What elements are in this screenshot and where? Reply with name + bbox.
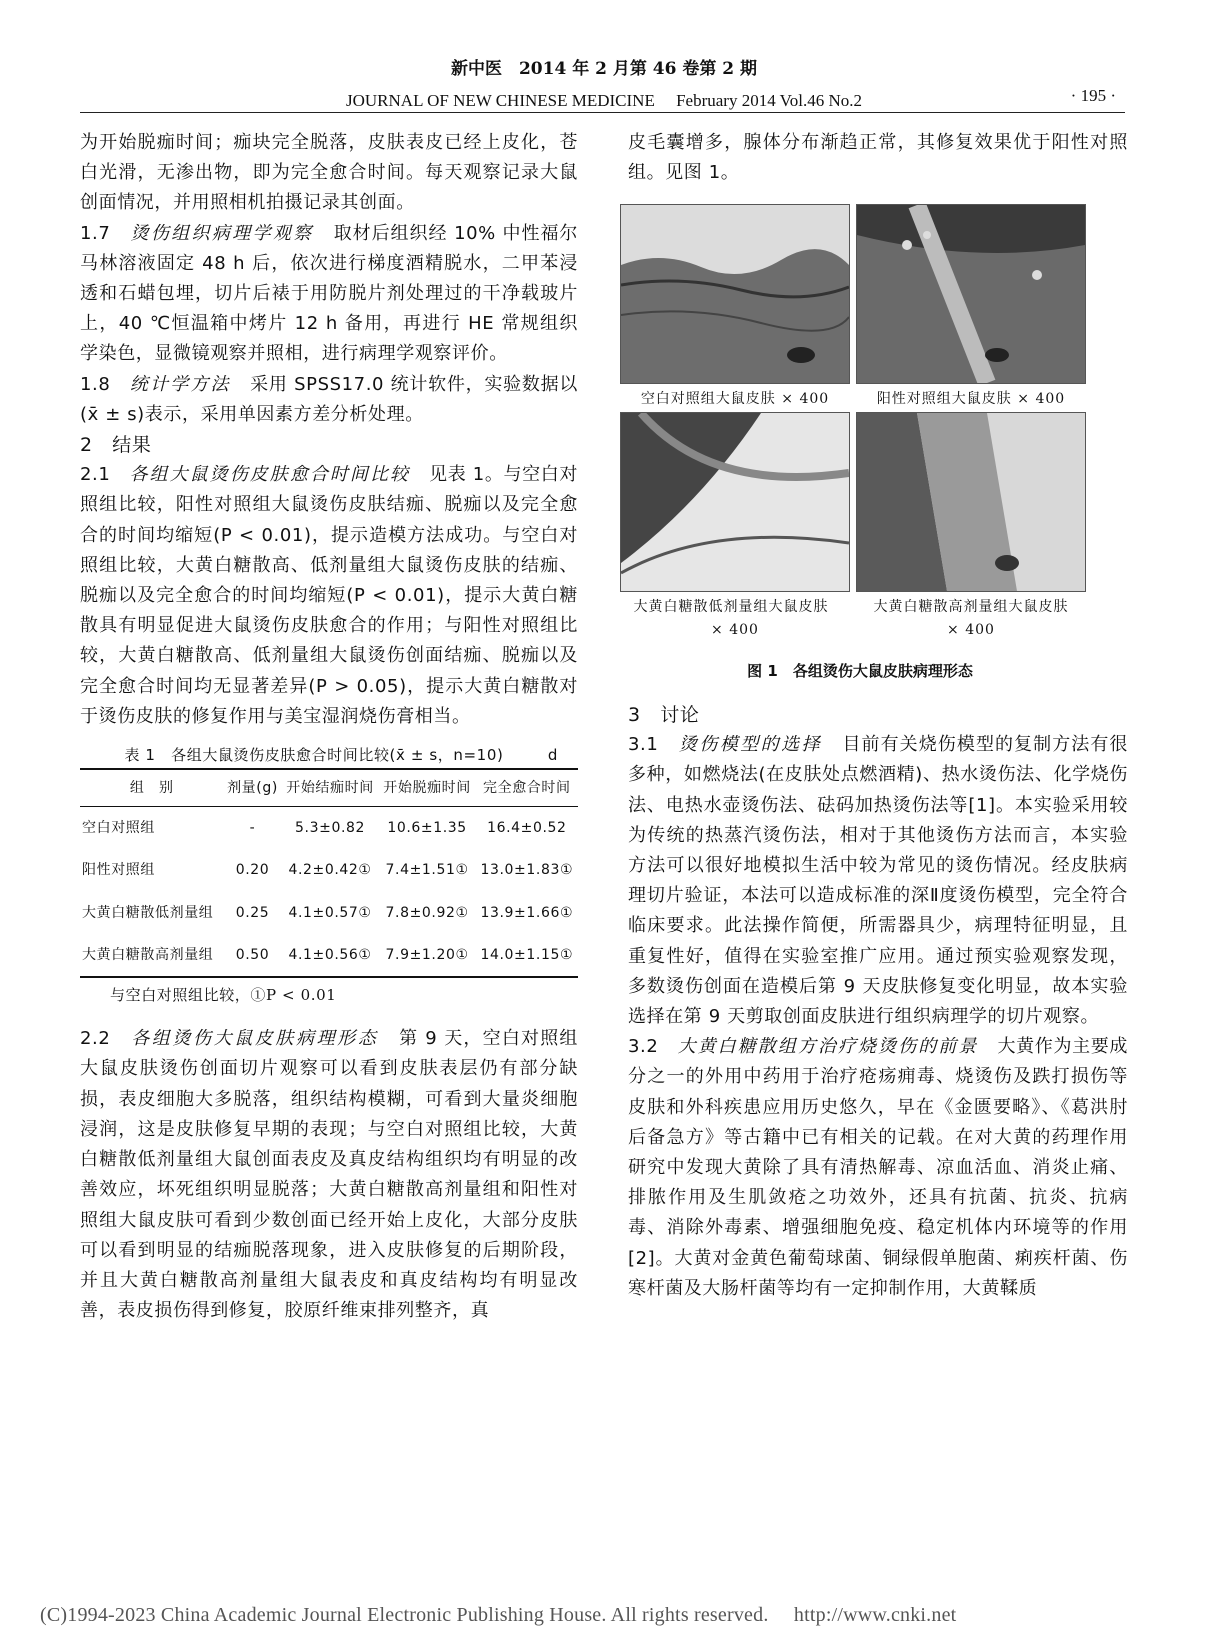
journal-header-cn: 新中医 2014 年 2 月第 46 卷第 2 期 — [450, 59, 758, 79]
table-cell: 0.50 — [223, 934, 281, 977]
micrograph-image — [621, 413, 849, 591]
table-cell: 7.4±1.51① — [385, 862, 469, 879]
copyright-footer: (C)1994-2023 China Academic Journal Electronic Publishing House. All rights reserved. http://www.cnki.net — [40, 1604, 957, 1626]
section-number: 1.8 — [80, 373, 111, 395]
paragraph: 为开始脱痂时间；痂块完全脱落，皮肤表皮已经上皮化，苍白光滑，无渗出物，即为完全愈合时间。每天观察记录大鼠创面情况，并用照相机拍摄记录其创面。 — [80, 132, 578, 214]
micrograph-image — [857, 205, 1085, 383]
section-1-7 — [80, 219, 578, 370]
figure-caption: 图 1 各组烫伤大鼠皮肤病理形态 — [747, 662, 973, 680]
section-number: 2.2 — [80, 1028, 111, 1050]
table-cell: 13.9±1.66① — [480, 904, 574, 921]
histology-image-low-dose — [620, 412, 850, 592]
table-cell: 13.0±1.83① — [480, 862, 574, 879]
section-2-heading: 2 结果 — [80, 434, 152, 457]
table-unit: d — [547, 746, 558, 765]
section-2-2 — [80, 1024, 578, 1326]
section-1-8 — [80, 370, 578, 430]
figure-1 — [620, 200, 1100, 690]
section-number: 3.2 — [628, 1036, 659, 1058]
right-column-bottom — [628, 700, 1128, 1304]
section-title: 各组大鼠烫伤皮肤愈合时间比较 — [129, 464, 411, 486]
table-cell: - — [249, 820, 256, 837]
section-2-1 — [80, 460, 578, 732]
col-header: 剂量(g) — [223, 769, 281, 807]
table-title: 表 1 各组大鼠烫伤皮肤愈合时间比较(x̄ ± s，n=10) — [124, 746, 504, 765]
col-header: 开始结痂时间 — [282, 769, 379, 807]
header-rule — [80, 112, 1125, 113]
section-number: 1.7 — [80, 222, 111, 244]
col-header: 完全愈合时间 — [476, 769, 578, 807]
histology-image-blank — [620, 204, 850, 384]
section-text: 采用 SPSS17.0 统计软件，实验数据以(x̄ ± s)表示，采用单因素方差分析处理。 — [80, 373, 579, 425]
table-cell: 7.8±0.92① — [385, 904, 469, 921]
section-3-heading: 3 讨论 — [628, 704, 700, 726]
figure-panel-caption: 大黄白糖散高剂量组大鼠皮肤 — [873, 599, 1069, 615]
histology-image-positive — [856, 204, 1086, 384]
table-cell: 0.20 — [235, 862, 270, 879]
table-row — [80, 934, 578, 977]
histology-image-high-dose — [856, 412, 1086, 592]
section-number: 2.1 — [80, 464, 111, 486]
section-3-1 — [628, 730, 1128, 1032]
section-title: 烫伤模型的选择 — [678, 734, 823, 756]
section-text: 见表 1。与空白对照组比较，阳性对照组大鼠烫伤皮肤结痂、脱痂以及完全愈合的时间均缩短(P < 0.01)，提示造模方法成功。与空白对照组比较，大黄白糖散高、低剂量组大鼠烫伤皮肤的结痂、脱痂以及完全愈合的时间均缩短(P < 0.01)，提示大黄白糖散具有明显促进大鼠烫伤皮肤愈合的作用；与阳性对照组比较，大黄白糖散高、低剂量组大鼠烫伤创面结痂、脱痂以及完全愈合时间均无显著差异(P > 0.05)，提示大黄白糖散对于烫伤皮肤的修复作用与美宝湿润烧伤膏相当。 — [80, 464, 578, 727]
table-cell: 阳性对照组 — [82, 862, 155, 879]
table-cell: 10.6±1.35 — [387, 820, 467, 837]
paragraph: 皮毛囊增多，腺体分布渐趋正常，其修复效果优于阳性对照组。见图 1。 — [628, 132, 1128, 184]
section-text: 第 9 天，空白对照组大鼠皮肤烫伤创面切片观察可以看到皮肤表层仍有部分缺损，表皮细胞大多脱落，组织结构模糊，可看到大量炎细胞浸润，这是皮肤修复早期的表现；与空白对照组比较，大黄白糖散低剂量组大鼠创面表皮及真皮结构组织均有明显的改善效应，坏死组织明显脱落；大黄白糖散高剂量组和阳性对照组大鼠皮肤可看到少数创面已经开始上皮化，大部分皮肤可以看到明显的结痂脱落现象，进入皮肤修复的后期阶段，并且大黄白糖散高剂量组大鼠表皮和真皮结构均有明显改善，表皮损伤得到修复，胶原纤维束排列整齐，真 — [80, 1028, 579, 1322]
col-header: 组 别 — [80, 769, 223, 807]
table-cell: 4.2±0.42① — [288, 862, 372, 879]
table-cell: 大黄白糖散低剂量组 — [82, 904, 214, 921]
micrograph-image — [621, 205, 849, 383]
table-cell: 4.1±0.56① — [282, 934, 379, 977]
table-cell: 7.9±1.20① — [379, 934, 476, 977]
table-row — [80, 807, 578, 850]
page-number: · 195 · — [1070, 86, 1116, 105]
section-text: 大黄作为主要成分之一的外用中药用于治疗疮疡痈毒、烧烫伤及跌打损伤等皮肤和外科疾患应用历史悠久，早在《金匮要略》、《葛洪肘后备急方》等古籍中已有相关的记载。在对大黄的药理作用研究中发现大黄除了具有清热解毒、凉血活血、消炎止痛、排脓作用及生肌敛疮之功效外，还具有抗菌、抗炎、抗病毒、消除外毒素、增强细胞免疫、稳定机体内环境等的作用[2]。大黄对金黄色葡萄球菌、铜绿假单胞菌、痢疾杆菌、伤寒杆菌及大肠杆菌等均有一定抑制作用，大黄鞣质 — [628, 1036, 1128, 1299]
table-cell: 0.25 — [235, 904, 270, 921]
section-3-2 — [628, 1032, 1128, 1304]
table-caption — [80, 742, 578, 768]
figure-panel-caption: 大黄白糖散低剂量组大鼠皮肤 — [633, 599, 829, 615]
figure-panel-caption: 空白对照组大鼠皮肤 × 400 — [640, 391, 830, 407]
section-title: 统计学方法 — [129, 373, 231, 395]
table-note: 与空白对照组比较，①P < 0.01 — [110, 986, 337, 1005]
results-table — [80, 768, 578, 978]
journal-header-en: JOURNAL OF NEW CHINESE MEDICINE February 2014 Vol.46 No.2 — [346, 91, 862, 110]
section-title: 烫伤组织病理学观察 — [130, 222, 314, 244]
left-column — [80, 128, 578, 1326]
table-row — [80, 849, 578, 891]
section-text: 目前有关烧伤模型的复制方法有很多种，如燃烧法(在皮肤处点燃酒精)、热水烫伤法、化学烧伤法、电热水壶烫伤法、砝码加热烫伤法等[1]。本实验采用较为传统的热蒸汽烫伤法，相对于其他烫伤方法而言，本实验方法可以很好地模拟生活中较为常见的烫伤情况。经皮肤病理切片验证，本法可以造成标准的深Ⅱ度烫伤模型，完全符合临床要求。此法操作简便，所需器具少，病理特征明显，且重复性好，值得在实验室推广应用。通过预实验观察发现，多数烫伤创面在造模后第 9 天皮肤修复变化明显，故本实验选择在第 9 天剪取创面皮肤进行组织病理学的切片观察。 — [628, 734, 1129, 1028]
table-row — [80, 892, 578, 934]
table-cell: 16.4±0.52 — [487, 820, 567, 837]
figure-panel-caption: × 400 — [711, 622, 759, 638]
table-cell: 空白对照组 — [82, 820, 155, 837]
section-text: 取材后组织经 10% 中性福尔马林溶液固定 48 h 后，依次进行梯度酒精脱水，二甲苯浸透和石蜡包埋，切片后裱于用防脱片剂处理过的干净载玻片上，40 ℃恒温箱中烤片 12 h 备用，再进行 HE 常规组织学染色，显微镜观察并照相，进行病理学观察评价。 — [80, 222, 579, 365]
table-cell: 大黄白糖散高剂量组 — [80, 934, 223, 977]
figure-panel-caption: × 400 — [947, 622, 995, 638]
section-title: 各组烫伤大鼠皮肤病理形态 — [131, 1028, 379, 1050]
table-cell: 5.3±0.82 — [295, 820, 366, 837]
table-header-row — [80, 769, 578, 807]
section-title: 大黄白糖散组方治疗烧烫伤的前景 — [677, 1036, 979, 1058]
micrograph-image — [857, 413, 1085, 591]
col-header: 开始脱痂时间 — [379, 769, 476, 807]
table-cell: 14.0±1.15① — [476, 934, 578, 977]
section-number: 3.1 — [628, 734, 659, 756]
table-cell: 4.1±0.57① — [288, 904, 372, 921]
right-column-top — [628, 128, 1128, 188]
figure-panel-caption: 阳性对照组大鼠皮肤 × 400 — [876, 391, 1066, 407]
